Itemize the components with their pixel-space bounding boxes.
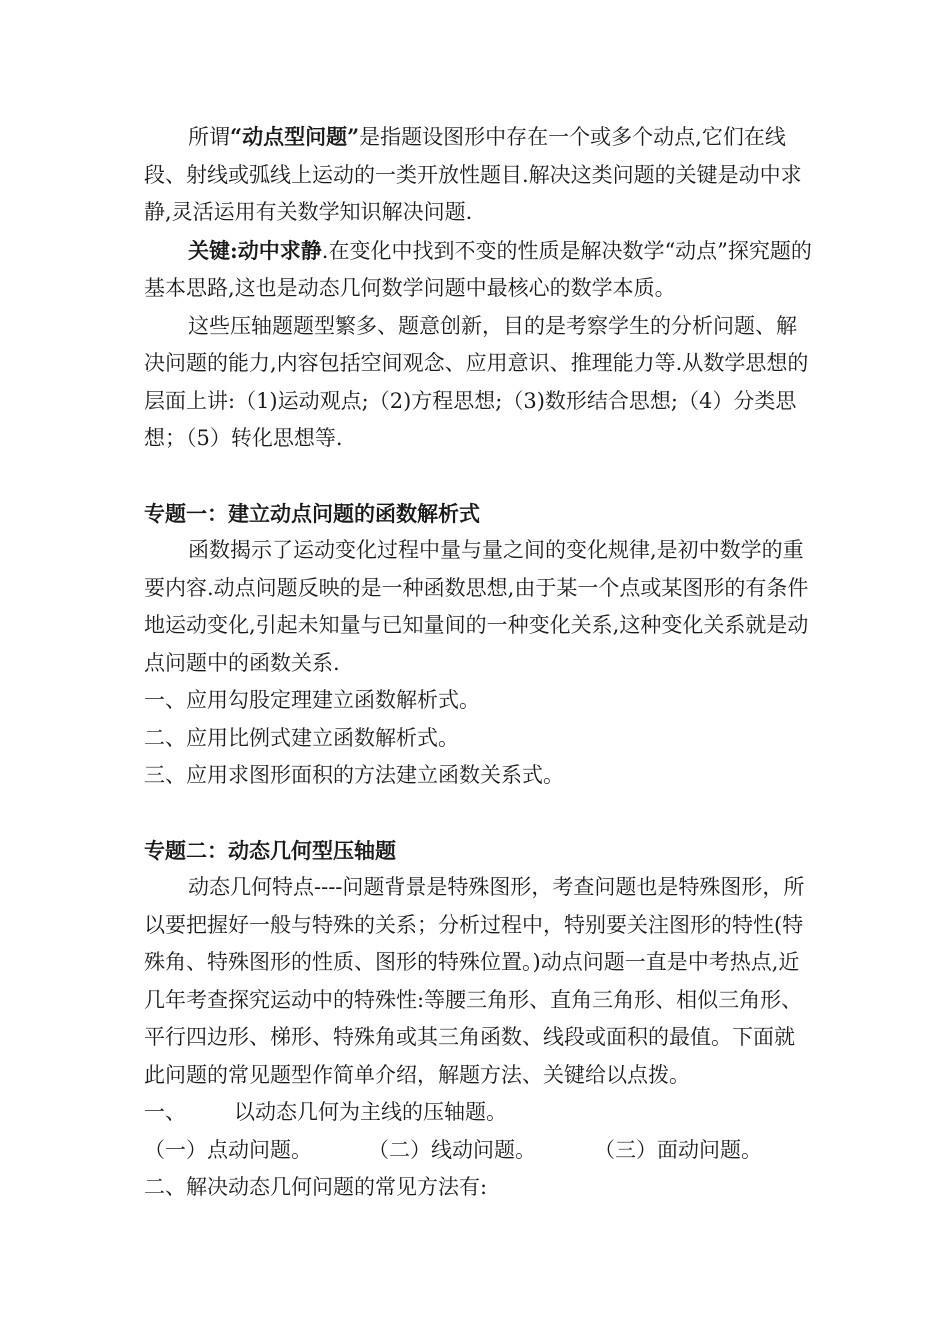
intro-paragraph-2 — [144, 232, 814, 308]
spacer — [144, 795, 814, 832]
intro-paragraph-1 — [144, 118, 814, 232]
intro-paragraph-3: 这些压轴题题型繁多、题意创新，目的是考察学生的分析问题、解决问题的能力,内容包括空间观念、应用意识、推理能力等.从数学思想的层面上讲:（1)运动观点;（2)方程思想;（3)数形结合思想;（4）分类思想；（5）转化思想等. — [144, 313, 809, 450]
topic1-item-1: 一、应用勾股定理建立函数解析式。 — [144, 688, 480, 712]
sub-item-plane: （三）面动问题。 — [594, 1137, 762, 1162]
topic2-body: 动态几何特点----问题背景是特殊图形，考查问题也是特殊图形，所以要把握好一般与特殊的关系；分析过程中，特别要关注图形的特性(特殊角、特殊图形的性质、图形的特殊位置。)动点问题一直是中考热点,近几年考查探究运动中的特殊性:等腰三角形、直角三角形、相似三角形、平行四边形、梯形、特殊角或其三角函数、线段或面积的最值。下面就此问题的常见题型作简单介绍，解题方法、关键给以点拨。 — [144, 875, 805, 1087]
sub-item-point: （一）点动问题。 — [144, 1137, 312, 1162]
key-phrase: 关键:动中求静 — [188, 237, 322, 263]
topic2-item-1-text: 以动态几何为主线的压轴题。 — [234, 1100, 507, 1124]
sub-item-line: （二）线动问题。 — [368, 1137, 536, 1162]
topic1-body: 函数揭示了运动变化过程中量与量之间的变化规律,是初中数学的重要内容.动点问题反映的是一种函数思想,由于某一个点或某图形的有条件地运动变化,引起未知量与已知量间的一种变化关系,这种变化关系就是动点问题中的函数关系. — [144, 538, 809, 675]
topic2-heading: 专题二：动态几何型压轴题 — [144, 837, 396, 863]
document-content — [144, 118, 814, 1207]
intro-rest: 是指题设图形中存在一个或多个动点,它们在线段、射线或弧线上运动的一类开放性题目.解决这类问题的关键是动中求静,灵活运用有关数学知识解决问题. — [144, 125, 802, 224]
topic2-item-2: 二、解决动态几何问题的常见方法有: — [144, 1175, 488, 1199]
topic2-item-1-number: 一、 — [144, 1100, 186, 1124]
topic1-item-3: 三、应用求图形面积的方法建立函数关系式。 — [144, 763, 564, 787]
key-rest: .在变化中找到不变的性质是解决数学“动点”探究题的基本思路,这也是动态几何数学问题中最核心的数学本质。 — [144, 238, 812, 300]
topic2-sub-items — [144, 1132, 814, 1170]
topic1-heading: 专题一：建立动点问题的函数解析式 — [144, 500, 480, 526]
intro-prefix: 所谓 — [188, 125, 230, 149]
topic1-item-2: 二、应用比例式建立函数解析式。 — [144, 725, 459, 750]
intro-term: “动点型问题” — [230, 124, 360, 149]
spacer — [144, 458, 814, 495]
topic2-item-1 — [144, 1094, 814, 1132]
